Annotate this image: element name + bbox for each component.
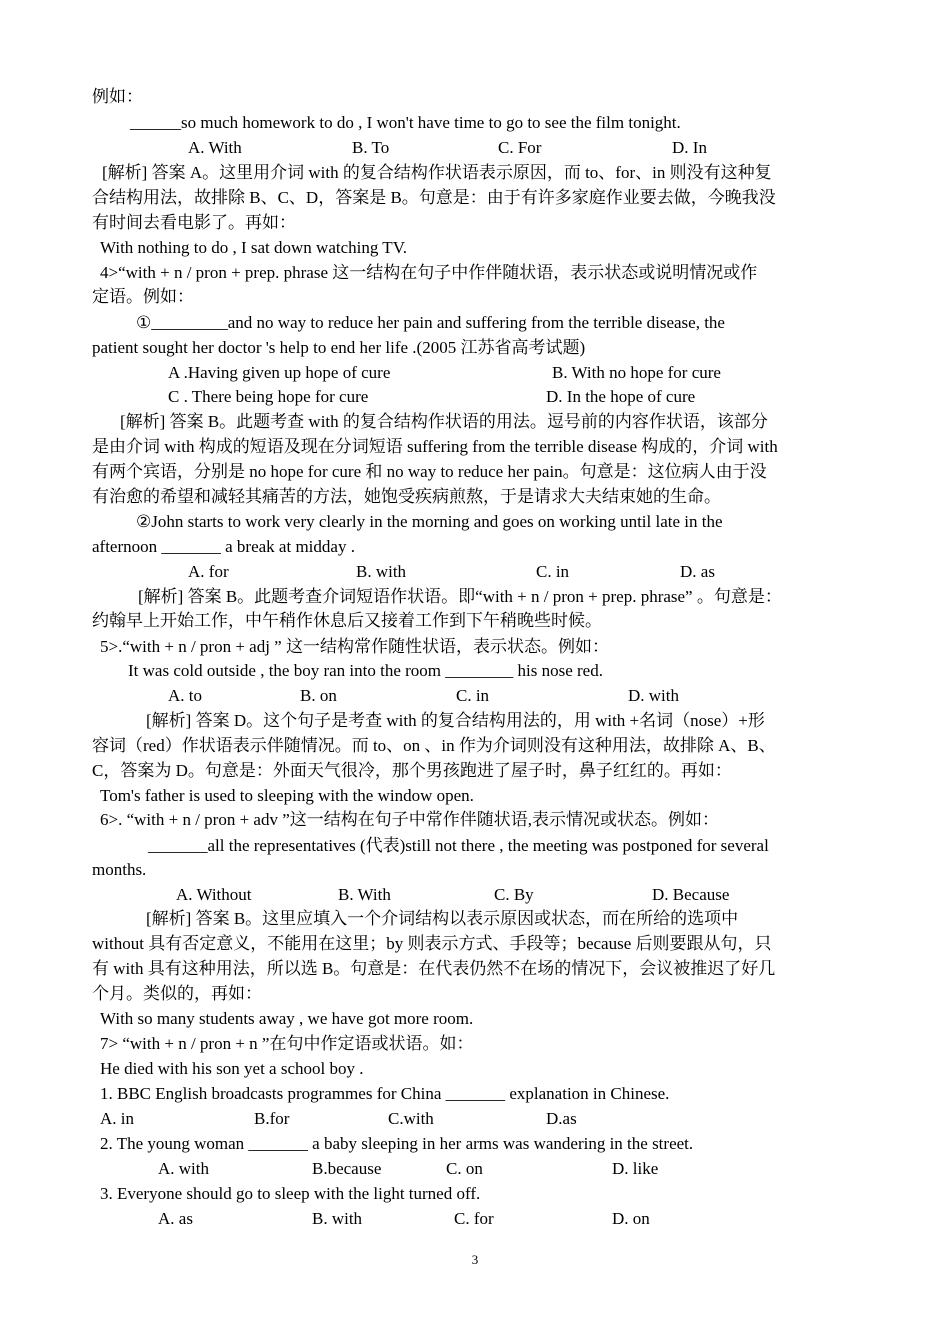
- text-line: 2. The young woman _______ a baby sleeping in her arms was wandering in the street.: [100, 1134, 694, 1153]
- text-line: 有治愈的希望和减轻其痛苦的方法，她饱受疾病煎熬，于是请求大夫结束她的生命。: [92, 487, 721, 506]
- text-line: ②John starts to work very clearly in the morning and goes on working until late in the: [136, 512, 723, 531]
- answer-option: B. with: [312, 1209, 363, 1228]
- text-line: 容词（red）作状语表示伴随情况。而 to、on 、in 作为介词则没有这种用法，故排除 A、B、: [92, 736, 776, 755]
- answer-option: D. with: [628, 686, 679, 705]
- text-line: 定语。例如：: [92, 287, 194, 306]
- text-line: 4>“with + n / pron + prep. phrase 这一结构在句子中作伴随状语，表示状态或说明情况或作: [100, 263, 758, 282]
- answer-option: A. With: [188, 138, 242, 157]
- text-line: [解析] 答案 B。这里应填入一个介词结构以表示原因或状态，而在所给的选项中: [146, 909, 739, 928]
- answer-option: B. with: [356, 562, 407, 581]
- answer-option: B. With no hope for cure: [552, 363, 721, 382]
- answer-option: D.as: [546, 1109, 577, 1128]
- text-line: With so many students away , we have got more room.: [100, 1009, 474, 1028]
- text-line: months.: [92, 860, 147, 879]
- answer-option: A. to: [168, 686, 202, 705]
- text-line: 7> “with + n / pron + n ”在句中作定语或状语。如：: [100, 1034, 474, 1053]
- answer-option: A. as: [158, 1209, 193, 1228]
- text-line: 例如：: [92, 87, 143, 106]
- answer-option: A. Without: [176, 885, 252, 904]
- text-line: 3. Everyone should go to sleep with the light turned off.: [100, 1184, 481, 1203]
- text-line: 约翰早上开始工作，中午稍作休息后又接着工作到下午稍晚些时候。: [92, 611, 602, 630]
- answer-option: D. In the hope of cure: [546, 387, 696, 406]
- answer-option: C. on: [446, 1159, 483, 1178]
- answer-option: B. To: [352, 138, 390, 157]
- answer-option: B. With: [338, 885, 391, 904]
- text-line: ______so much homework to do , I won't have time to go to see the film tonight.: [130, 113, 681, 132]
- text-line: C，答案为 D。句意是：外面天气很冷，那个男孩跑进了屋子时，鼻子红红的。再如：: [92, 761, 732, 780]
- answer-option: B.for: [254, 1109, 290, 1128]
- answer-option: A. with: [158, 1159, 209, 1178]
- text-line: Tom's father is used to sleeping with the window open.: [100, 786, 474, 805]
- answer-option: D. like: [612, 1159, 659, 1178]
- text-line: He died with his son yet a school boy .: [100, 1059, 364, 1078]
- answer-option: A. in: [100, 1109, 134, 1128]
- text-line: With nothing to do , I sat down watching TV.: [100, 238, 408, 257]
- text-line: ①_________and no way to reduce her pain and suffering from the terrible disease, the: [136, 313, 725, 332]
- text-line: It was cold outside , the boy ran into the room ________ his nose red.: [128, 661, 603, 680]
- text-line: [解析] 答案 B。此题考查介词短语作状语。即“with + n / pron + prep. phrase” 。句意是：: [138, 587, 782, 606]
- answer-option: D. on: [612, 1209, 650, 1228]
- answer-option: C. in: [536, 562, 570, 581]
- text-line: 5>.“with + n / pron + adj ” 这一结构常作随性状语，表示状态。例如：: [100, 637, 609, 656]
- text-line: 合结构用法，故排除 B、C、D，答案是 B。句意是：由于有许多家庭作业要去做，今晚我没: [92, 188, 776, 207]
- text-line: 1. BBC English broadcasts programmes for China _______ explanation in Chinese.: [100, 1084, 670, 1103]
- text-line: [解析] 答案 D。这个句子是考查 with 的复合结构用法的，用 with +名词（nose）+形: [146, 711, 765, 730]
- answer-option: C.with: [388, 1109, 434, 1128]
- text-line: without 具有否定意义，不能用在这里；by 则表示方式、手段等；because 后则要跟从句，只: [92, 934, 772, 953]
- answer-option: C. for: [454, 1209, 494, 1228]
- text-line: 有两个宾语，分别是 no hope for cure 和 no way to reduce her pain。句意是：这位病人由于没: [92, 462, 767, 481]
- text-line: 是由介词 with 构成的短语及现在分词短语 suffering from the terrible disease 构成的，介词 with: [92, 437, 778, 456]
- text-line: [解析] 答案 B。此题考查 with 的复合结构作状语的用法。逗号前的内容作状语，该部分: [120, 412, 768, 431]
- text-line: 有 with 具有这种用法，所以选 B。句意是：在代表仍然不在场的情况下，会议被推迟了好几: [92, 959, 776, 978]
- answer-option: D. as: [680, 562, 715, 581]
- text-line: _______all the representatives (代表)still not there , the meeting was postponed for several: [148, 836, 769, 855]
- answer-option: C. By: [494, 885, 534, 904]
- answer-option: C . There being hope for cure: [168, 387, 369, 406]
- answer-option: B. on: [300, 686, 337, 705]
- answer-option: A .Having given up hope of cure: [168, 363, 391, 382]
- answer-option: A. for: [188, 562, 229, 581]
- text-line: 6>. “with + n / pron + adv ”这一结构在句子中常作伴随状语,表示情况或状态。例如：: [100, 810, 720, 829]
- text-line: [解析] 答案 A。这里用介词 with 的复合结构作状语表示原因，而 to、for、in 则没有这种复: [102, 163, 772, 182]
- page-number: 3: [471, 1252, 479, 1267]
- answer-option: B.because: [312, 1159, 382, 1178]
- answer-option: C. in: [456, 686, 490, 705]
- text-line: patient sought her doctor 's help to end her life .(2005 江苏省高考试题): [92, 338, 586, 357]
- answer-option: D. In: [672, 138, 707, 157]
- answer-option: C. For: [498, 138, 542, 157]
- text-line: afternoon _______ a break at midday .: [92, 537, 355, 556]
- answer-option: D. Because: [652, 885, 730, 904]
- text-line: 有时间去看电影了。再如：: [92, 213, 296, 232]
- text-line: 个月。类似的，再如：: [92, 984, 262, 1003]
